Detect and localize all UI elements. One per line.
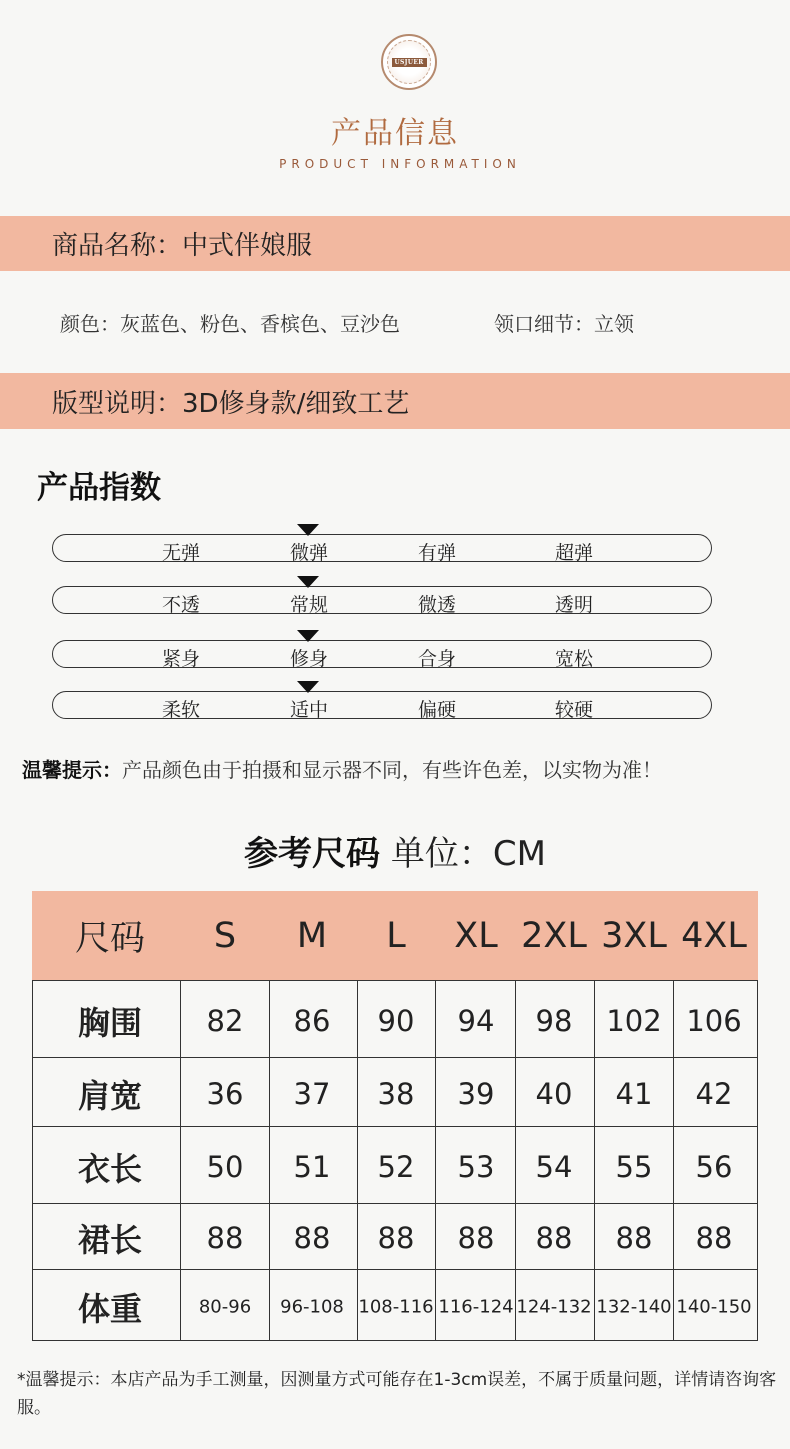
table-cell: 51 bbox=[293, 1149, 331, 1184]
product-name-band: 商品名称：中式伴娘服 bbox=[0, 216, 790, 271]
table-cell: 80-96 bbox=[198, 1296, 252, 1317]
size-chart-unit: 单位：CM bbox=[390, 834, 546, 874]
section-title: 产品信息 bbox=[331, 116, 459, 151]
collar-spec: 领口细节：立领 bbox=[494, 312, 634, 336]
brand-logo bbox=[381, 34, 437, 90]
table-cell: 88 bbox=[535, 1221, 573, 1255]
index-scale-3 bbox=[52, 640, 712, 668]
table-cell: 50 bbox=[206, 1149, 244, 1184]
table-cell: 106 bbox=[686, 1003, 742, 1038]
scale-label: 偏硬 bbox=[417, 699, 457, 721]
logo-emblem bbox=[387, 40, 431, 84]
size-header-cell: 2XL bbox=[521, 915, 587, 956]
table-divider bbox=[515, 980, 516, 1341]
table-cell: 102 bbox=[606, 1003, 662, 1038]
size-header-label: 尺码 bbox=[74, 918, 146, 959]
table-cell: 36 bbox=[206, 1076, 244, 1111]
size-header-cell: XL bbox=[454, 915, 498, 956]
table-cell: 56 bbox=[695, 1149, 733, 1184]
table-divider bbox=[357, 980, 358, 1341]
table-divider bbox=[594, 980, 595, 1341]
size-table-header bbox=[32, 891, 758, 980]
scale-marker-icon bbox=[297, 630, 319, 642]
table-cell: 94 bbox=[457, 1003, 495, 1038]
table-cell: 53 bbox=[457, 1149, 495, 1184]
color-spec: 颜色：灰蓝色、粉色、香槟色、豆沙色 bbox=[60, 312, 400, 336]
size-header-cell: S bbox=[213, 915, 237, 956]
scale-label: 适中 bbox=[289, 699, 329, 721]
tip-label: 温馨提示： bbox=[22, 758, 122, 782]
index-scale-1 bbox=[52, 534, 712, 562]
size-header-cell: 3XL bbox=[601, 915, 667, 956]
table-divider bbox=[180, 980, 181, 1341]
footer-note: *温馨提示：本店产品为手工测量，因测量方式可能存在1-3cm误差，不属于质量问题，详情请咨询客服。 bbox=[17, 1370, 777, 1418]
table-cell: 124-132 bbox=[516, 1296, 592, 1317]
scale-label: 透明 bbox=[554, 594, 594, 616]
table-divider bbox=[673, 980, 674, 1341]
table-cell: 42 bbox=[695, 1076, 733, 1111]
scale-label: 超弹 bbox=[554, 542, 594, 564]
scale-marker-icon bbox=[297, 576, 319, 588]
fit-band: 版型说明：3D修身款/细致工艺 bbox=[0, 373, 790, 429]
row-label: 胸围 bbox=[77, 1003, 143, 1042]
table-cell: 88 bbox=[377, 1221, 415, 1255]
size-header-cell: M bbox=[296, 915, 328, 956]
scale-label: 宽松 bbox=[554, 648, 594, 670]
logo-text: USJUER bbox=[392, 58, 427, 67]
table-cell: 90 bbox=[377, 1003, 415, 1038]
table-cell: 40 bbox=[535, 1076, 573, 1111]
table-cell: 82 bbox=[206, 1003, 244, 1038]
table-cell: 98 bbox=[535, 1003, 573, 1038]
scale-marker-icon bbox=[297, 681, 319, 693]
table-cell: 88 bbox=[457, 1221, 495, 1255]
table-cell: 88 bbox=[695, 1221, 733, 1255]
index-heading: 产品指数 bbox=[37, 470, 161, 506]
table-cell: 37 bbox=[293, 1076, 331, 1111]
row-label: 肩宽 bbox=[77, 1076, 143, 1115]
table-divider bbox=[757, 980, 758, 1341]
table-divider bbox=[32, 1203, 758, 1204]
index-scale-4 bbox=[52, 691, 712, 719]
scale-label: 不透 bbox=[161, 594, 201, 616]
size-header-cell: 4XL bbox=[681, 915, 747, 956]
table-divider bbox=[32, 980, 758, 981]
scale-label: 微弹 bbox=[289, 542, 329, 564]
scale-label: 柔软 bbox=[161, 699, 201, 721]
table-cell: 88 bbox=[615, 1221, 653, 1255]
row-label: 体重 bbox=[77, 1289, 143, 1328]
table-cell: 54 bbox=[535, 1149, 573, 1184]
size-header-cell: L bbox=[386, 915, 406, 956]
scale-label: 合身 bbox=[417, 648, 457, 670]
table-cell: 41 bbox=[615, 1076, 653, 1111]
table-cell: 116-124 bbox=[438, 1296, 514, 1317]
index-scale-2 bbox=[52, 586, 712, 614]
table-cell: 55 bbox=[615, 1149, 653, 1184]
scale-label: 较硬 bbox=[554, 699, 594, 721]
table-divider bbox=[32, 1126, 758, 1127]
size-table-body bbox=[32, 980, 758, 1341]
table-cell: 88 bbox=[293, 1221, 331, 1255]
size-chart-title-bold: 参考尺码 bbox=[244, 834, 381, 874]
row-label: 裙长 bbox=[77, 1221, 143, 1259]
table-cell: 108-116 bbox=[358, 1296, 434, 1317]
table-cell: 96-108 bbox=[280, 1296, 344, 1317]
table-cell: 52 bbox=[377, 1149, 415, 1184]
table-divider bbox=[435, 980, 436, 1341]
table-cell: 38 bbox=[377, 1076, 415, 1111]
size-chart-title bbox=[0, 826, 790, 875]
table-cell: 132-140 bbox=[596, 1296, 672, 1317]
scale-label: 紧身 bbox=[161, 648, 201, 670]
row-label: 衣长 bbox=[77, 1149, 143, 1188]
section-subtitle: PRODUCT INFORMATION bbox=[279, 157, 521, 171]
table-divider bbox=[32, 1269, 758, 1270]
scale-marker-icon bbox=[297, 524, 319, 536]
table-divider bbox=[32, 1340, 758, 1341]
table-cell: 88 bbox=[206, 1221, 244, 1255]
scale-label: 常规 bbox=[289, 594, 329, 616]
table-divider bbox=[32, 1057, 758, 1058]
scale-label: 有弹 bbox=[417, 542, 457, 564]
table-divider bbox=[269, 980, 270, 1341]
scale-label: 修身 bbox=[289, 648, 329, 670]
table-divider bbox=[32, 980, 33, 1341]
color-tip bbox=[22, 754, 662, 783]
tip-text: 产品颜色由于拍摄和显示器不同，有些许色差，以实物为准！ bbox=[122, 758, 662, 782]
table-cell: 39 bbox=[457, 1076, 495, 1111]
table-cell: 86 bbox=[293, 1003, 331, 1038]
scale-label: 微透 bbox=[417, 594, 457, 616]
table-cell: 140-150 bbox=[676, 1296, 752, 1317]
scale-label: 无弹 bbox=[161, 542, 201, 564]
